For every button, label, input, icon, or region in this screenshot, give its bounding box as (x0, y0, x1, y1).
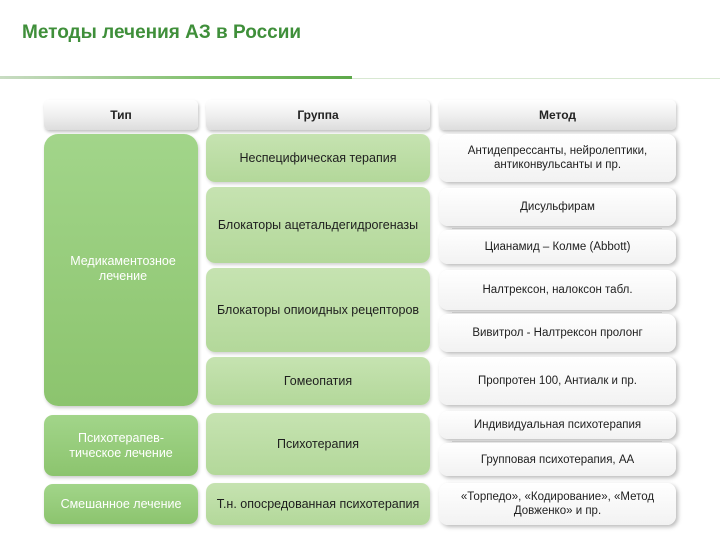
method-divider-3 (452, 441, 662, 442)
type-mixed: Смешанное лечение (44, 484, 198, 524)
method-torpedo-coding: «Торпедо», «Кодирование», «Метод Довженко» и пр. (439, 483, 676, 525)
method-antidepressants: Антидепрессанты, нейролептики, антиконвульсанты и пр. (439, 134, 676, 182)
type-medication-label: Медикаментозное лечение (70, 254, 176, 283)
title-underline (0, 76, 352, 79)
group-homeopathy: Гомеопатия (206, 357, 430, 405)
header-method: Метод (439, 100, 676, 130)
group-mediated-psychotherapy: Т.н. опосредованная психотерапия (206, 483, 430, 525)
method-disulfiram: Дисульфирам (439, 188, 676, 226)
header-type: Тип (44, 100, 198, 130)
group-opioid-blockers: Блокаторы опиоидных рецепторов (206, 268, 430, 352)
method-naltrexone: Налтрексон, налоксон табл. (439, 270, 676, 310)
type-psychotherapeutic: Психотерапев-тическое лечение (44, 415, 198, 476)
method-group-psychotherapy: Групповая психотерапия, АА (439, 443, 676, 476)
method-cyanamide: Цианамид – Колме (Abbott) (439, 230, 676, 264)
title-underline-thin (352, 78, 720, 79)
method-divider-1 (452, 228, 662, 229)
method-vivitrol: Вивитрол - Налтрексон пролонг (439, 314, 676, 352)
method-divider-2 (452, 312, 662, 313)
method-individual-psychotherapy: Индивидуальная психотерапия (439, 411, 676, 439)
method-proproten: Пропротен 100, Антиалк и пр. (439, 357, 676, 405)
group-nonspecific: Неспецифическая терапия (206, 134, 430, 182)
group-psychotherapy: Психотерапия (206, 413, 430, 475)
group-acetaldehyde-blockers: Блокаторы ацетальдегидрогеназы (206, 187, 430, 263)
page-title: Методы лечения АЗ в России (22, 22, 302, 43)
header-group: Группа (206, 100, 430, 130)
